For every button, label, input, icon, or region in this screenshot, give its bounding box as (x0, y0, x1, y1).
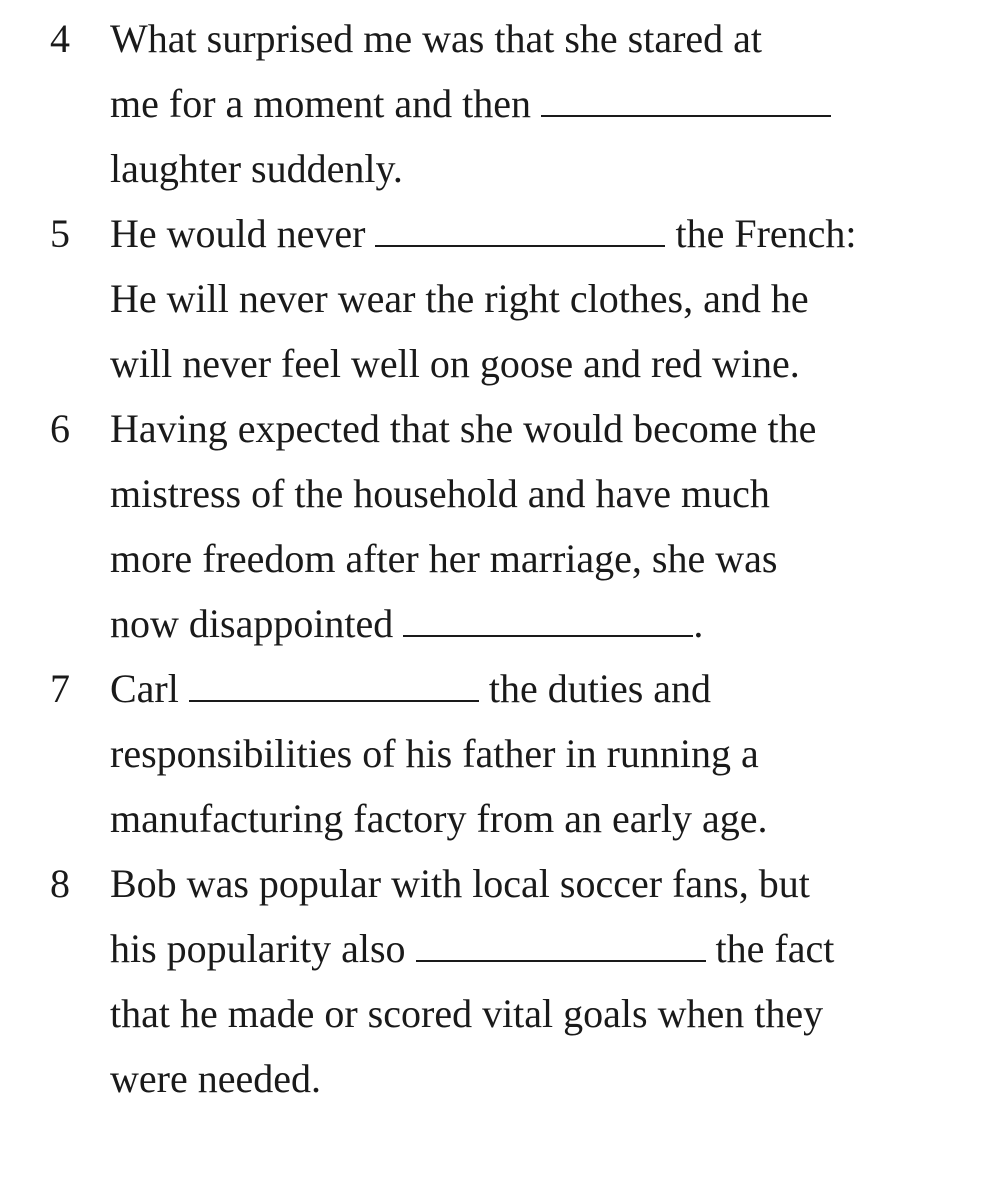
sentence-text: Bob was popular with local soccer fans, but (110, 861, 810, 906)
fill-in-the-blank-exercise (0, 6, 994, 1111)
sentence-text: manufacturing factory from an early age. (110, 796, 768, 841)
item-number: 5 (50, 211, 70, 256)
sentence-line (110, 71, 970, 136)
item-number: 4 (50, 16, 70, 61)
sentence-text: mistress of the household and have much (110, 471, 770, 516)
sentence-line (110, 851, 970, 916)
answer-blank[interactable] (375, 217, 665, 247)
exercise-item (0, 6, 994, 201)
sentence-line (110, 656, 970, 721)
sentence-text: Carl (110, 666, 189, 711)
item-number: 8 (50, 861, 70, 906)
sentence-line (110, 916, 970, 981)
exercise-item (0, 851, 994, 1111)
answer-blank[interactable] (189, 672, 479, 702)
item-sentence (110, 201, 970, 396)
sentence-line (110, 396, 970, 461)
sentence-line (110, 1046, 970, 1111)
sentence-text: . (693, 601, 704, 646)
sentence-line (110, 591, 970, 656)
exercise-item (0, 396, 994, 656)
sentence-line (110, 721, 970, 786)
sentence-text: more freedom after her marriage, she was (110, 536, 778, 581)
sentence-text: the French: (665, 211, 857, 256)
item-sentence (110, 6, 970, 201)
item-sentence (110, 396, 970, 656)
answer-blank[interactable] (541, 87, 831, 117)
sentence-text: me for a moment and then (110, 81, 541, 126)
sentence-line (110, 786, 970, 851)
sentence-text: laughter suddenly. (110, 146, 403, 191)
sentence-line (110, 6, 970, 71)
sentence-text: the fact (705, 926, 835, 971)
sentence-line (110, 201, 970, 266)
item-sentence (110, 851, 970, 1111)
sentence-line (110, 136, 970, 201)
sentence-text: responsibilities of his father in running a (110, 731, 759, 776)
sentence-text: will never feel well on goose and red wine. (110, 341, 800, 386)
sentence-text: now disappointed (110, 601, 404, 646)
sentence-text: What surprised me was that she stared at (110, 16, 763, 61)
sentence-text: his popularity also (110, 926, 416, 971)
exercise-item (0, 201, 994, 396)
item-number: 6 (50, 406, 70, 451)
exercise-item (0, 656, 994, 851)
sentence-text: He will never wear the right clothes, and he (110, 276, 809, 321)
sentence-text: He would never (110, 211, 376, 256)
sentence-line (110, 266, 970, 331)
sentence-text: that he made or scored vital goals when they (110, 991, 824, 1036)
sentence-line (110, 331, 970, 396)
sentence-text: were needed. (110, 1056, 321, 1101)
sentence-line (110, 461, 970, 526)
sentence-line (110, 981, 970, 1046)
answer-blank[interactable] (416, 932, 706, 962)
answer-blank[interactable] (403, 607, 693, 637)
item-number: 7 (50, 666, 70, 711)
sentence-text: the duties and (478, 666, 712, 711)
item-sentence (110, 656, 970, 851)
sentence-text: Having expected that she would become the (110, 406, 817, 451)
sentence-line (110, 526, 970, 591)
